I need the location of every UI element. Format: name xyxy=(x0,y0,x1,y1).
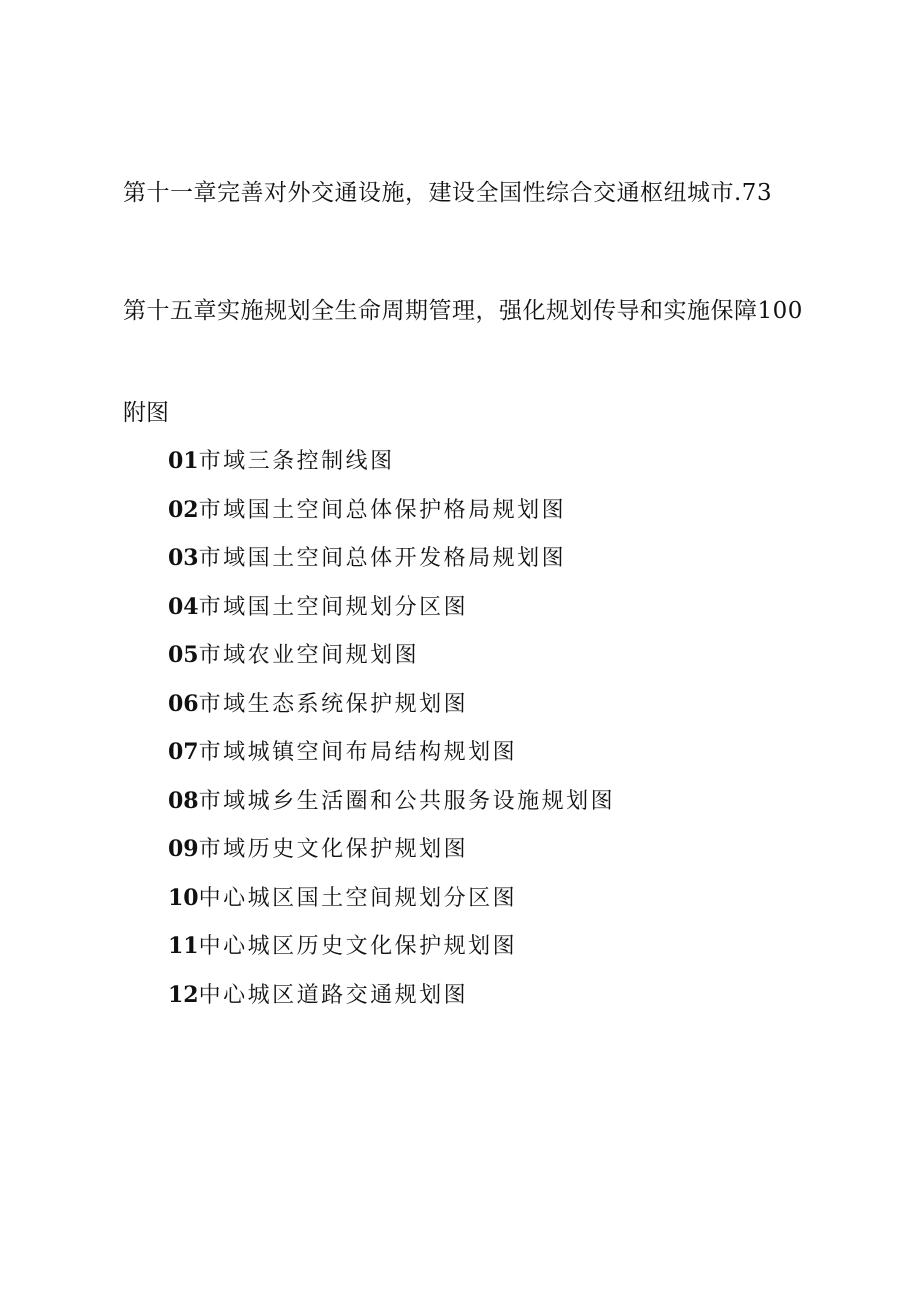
figure-title: 市域城镇空间布局结构规划图 xyxy=(198,740,518,765)
toc-entry-chapter-15: 第十五章实施规划全生命周期管理，强化规划传导和实施保障100 xyxy=(123,298,803,324)
figure-item xyxy=(168,980,615,1029)
figure-title: 市域城乡生活圈和公共服务设施规划图 xyxy=(198,788,616,814)
figure-number: 03 xyxy=(168,545,199,571)
figure-list xyxy=(168,446,615,1028)
figure-number: 12 xyxy=(168,981,199,1008)
figure-item xyxy=(168,931,615,980)
figure-title: 中心城区国土空间规划分区图 xyxy=(198,885,518,911)
figure-item xyxy=(168,786,615,835)
figure-title: 市域国土空间总体保护格局规划图 xyxy=(198,497,567,523)
figure-title: 市域历史文化保护规划图 xyxy=(198,837,469,862)
figure-number: 01 xyxy=(168,448,199,474)
figure-item xyxy=(168,592,615,641)
figure-title: 市域生态系统保护规划图 xyxy=(198,691,469,717)
figure-number: 10 xyxy=(168,884,199,911)
figure-number: 05 xyxy=(168,642,199,668)
figure-title: 市域三条控制线图 xyxy=(198,449,395,474)
figure-number: 09 xyxy=(168,836,199,862)
figure-item xyxy=(168,834,615,883)
figure-item xyxy=(168,495,615,544)
figure-title: 市域国土空间规划分区图 xyxy=(198,594,469,620)
figure-number: 04 xyxy=(168,593,199,620)
figure-item xyxy=(168,883,615,932)
figure-title: 中心城区道路交通规划图 xyxy=(198,982,469,1008)
figure-number: 02 xyxy=(168,496,199,523)
figure-item xyxy=(168,543,615,592)
figure-title: 市域国土空间总体开发格局规划图 xyxy=(198,546,567,571)
figure-number: 11 xyxy=(168,933,199,959)
figure-item xyxy=(168,689,615,738)
figures-heading: 附图 xyxy=(123,400,169,426)
figure-item xyxy=(168,640,615,689)
figure-number: 07 xyxy=(168,739,199,765)
figure-item xyxy=(168,446,615,495)
toc-entry-chapter-11: 第十一章完善对外交通设施，建设全国性综合交通枢纽城市.73 xyxy=(123,180,773,206)
figure-number: 06 xyxy=(168,690,199,717)
figure-item xyxy=(168,737,615,786)
figure-title: 中心城区历史文化保护规划图 xyxy=(198,934,518,959)
figure-title: 市域农业空间规划图 xyxy=(198,643,420,668)
figure-number: 08 xyxy=(168,787,199,814)
